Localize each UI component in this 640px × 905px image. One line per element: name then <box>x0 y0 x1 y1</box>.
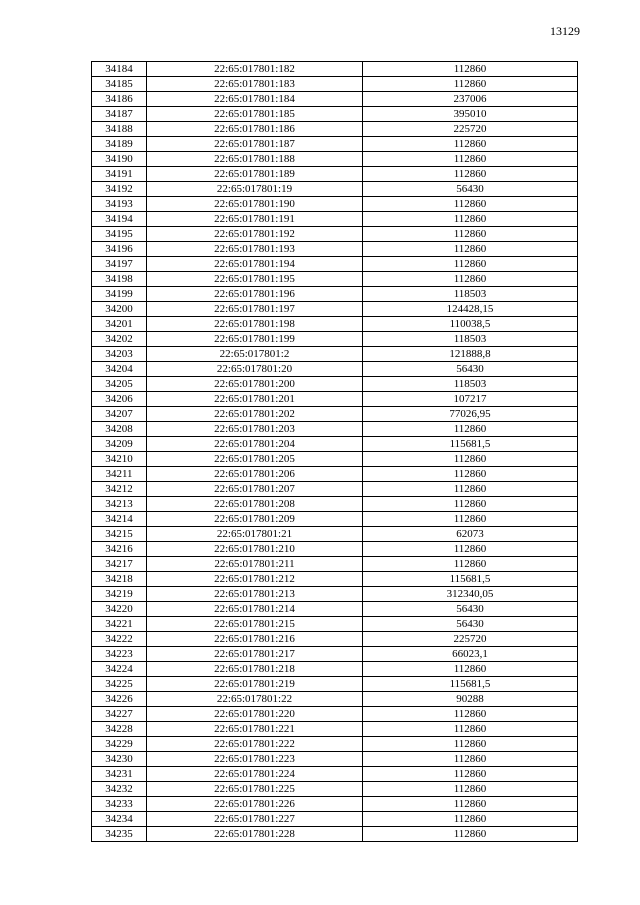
value-cell: 112860 <box>363 77 578 92</box>
row-number-cell: 34192 <box>92 182 147 197</box>
value-cell: 112860 <box>363 542 578 557</box>
table-row <box>92 707 578 722</box>
cadastral-number-cell: 22:65:017801:200 <box>147 377 363 392</box>
cadastral-number-cell: 22:65:017801:215 <box>147 617 363 632</box>
row-number-cell: 34197 <box>92 257 147 272</box>
value-cell: 90288 <box>363 692 578 707</box>
cadastral-number-cell: 22:65:017801:196 <box>147 287 363 302</box>
value-cell: 112860 <box>363 452 578 467</box>
value-cell: 66023,1 <box>363 647 578 662</box>
row-number-cell: 34190 <box>92 152 147 167</box>
cadastral-number-cell: 22:65:017801:217 <box>147 647 363 662</box>
table-row <box>92 752 578 767</box>
table-row <box>92 167 578 182</box>
table-row <box>92 242 578 257</box>
cadastral-number-cell: 22:65:017801:220 <box>147 707 363 722</box>
table-body <box>92 62 578 842</box>
cadastral-number-cell: 22:65:017801:2 <box>147 347 363 362</box>
value-cell: 225720 <box>363 632 578 647</box>
cadastral-number-cell: 22:65:017801:212 <box>147 572 363 587</box>
row-number-cell: 34225 <box>92 677 147 692</box>
row-number-cell: 34231 <box>92 767 147 782</box>
table-row <box>92 512 578 527</box>
value-cell: 110038,5 <box>363 317 578 332</box>
value-cell: 395010 <box>363 107 578 122</box>
row-number-cell: 34203 <box>92 347 147 362</box>
table-row <box>92 212 578 227</box>
table-row <box>92 77 578 92</box>
cadastral-number-cell: 22:65:017801:205 <box>147 452 363 467</box>
value-cell: 112860 <box>363 662 578 677</box>
cadastral-number-cell: 22:65:017801:207 <box>147 482 363 497</box>
value-cell: 124428,15 <box>363 302 578 317</box>
table-row <box>92 407 578 422</box>
row-number-cell: 34227 <box>92 707 147 722</box>
value-cell: 62073 <box>363 527 578 542</box>
row-number-cell: 34188 <box>92 122 147 137</box>
cadastral-number-cell: 22:65:017801:197 <box>147 302 363 317</box>
table-row <box>92 692 578 707</box>
row-number-cell: 34207 <box>92 407 147 422</box>
value-cell: 112860 <box>363 137 578 152</box>
row-number-cell: 34234 <box>92 812 147 827</box>
row-number-cell: 34193 <box>92 197 147 212</box>
cadastral-number-cell: 22:65:017801:185 <box>147 107 363 122</box>
value-cell: 112860 <box>363 482 578 497</box>
cadastral-number-cell: 22:65:017801:222 <box>147 737 363 752</box>
row-number-cell: 34204 <box>92 362 147 377</box>
table-row <box>92 137 578 152</box>
row-number-cell: 34214 <box>92 512 147 527</box>
table-row <box>92 797 578 812</box>
row-number-cell: 34201 <box>92 317 147 332</box>
row-number-cell: 34211 <box>92 467 147 482</box>
page-number: 13129 <box>550 24 580 38</box>
table-row <box>92 587 578 602</box>
row-number-cell: 34217 <box>92 557 147 572</box>
cadastral-number-cell: 22:65:017801:206 <box>147 467 363 482</box>
cadastral-number-cell: 22:65:017801:228 <box>147 827 363 842</box>
row-number-cell: 34218 <box>92 572 147 587</box>
row-number-cell: 34235 <box>92 827 147 842</box>
table-row <box>92 92 578 107</box>
row-number-cell: 34230 <box>92 752 147 767</box>
row-number-cell: 34191 <box>92 167 147 182</box>
row-number-cell: 34184 <box>92 62 147 77</box>
row-number-cell: 34228 <box>92 722 147 737</box>
cadastral-number-cell: 22:65:017801:210 <box>147 542 363 557</box>
table-row <box>92 302 578 317</box>
value-cell: 118503 <box>363 332 578 347</box>
value-cell: 112860 <box>363 812 578 827</box>
cadastral-number-cell: 22:65:017801:188 <box>147 152 363 167</box>
value-cell: 107217 <box>363 392 578 407</box>
table-row <box>92 377 578 392</box>
table-row <box>92 287 578 302</box>
value-cell: 112860 <box>363 497 578 512</box>
value-cell: 121888,8 <box>363 347 578 362</box>
row-number-cell: 34199 <box>92 287 147 302</box>
row-number-cell: 34186 <box>92 92 147 107</box>
row-number-cell: 34221 <box>92 617 147 632</box>
row-number-cell: 34220 <box>92 602 147 617</box>
value-cell: 118503 <box>363 377 578 392</box>
cadastral-number-cell: 22:65:017801:202 <box>147 407 363 422</box>
cadastral-number-cell: 22:65:017801:213 <box>147 587 363 602</box>
table-row <box>92 272 578 287</box>
value-cell: 225720 <box>363 122 578 137</box>
cadastral-number-cell: 22:65:017801:184 <box>147 92 363 107</box>
row-number-cell: 34189 <box>92 137 147 152</box>
row-number-cell: 34232 <box>92 782 147 797</box>
value-cell: 56430 <box>363 362 578 377</box>
row-number-cell: 34194 <box>92 212 147 227</box>
value-cell: 56430 <box>363 602 578 617</box>
cadastral-number-cell: 22:65:017801:218 <box>147 662 363 677</box>
value-cell: 77026,95 <box>363 407 578 422</box>
cadastral-number-cell: 22:65:017801:203 <box>147 422 363 437</box>
cadastral-number-cell: 22:65:017801:209 <box>147 512 363 527</box>
row-number-cell: 34206 <box>92 392 147 407</box>
table-row <box>92 452 578 467</box>
value-cell: 112860 <box>363 752 578 767</box>
cadastral-number-cell: 22:65:017801:199 <box>147 332 363 347</box>
table-row <box>92 422 578 437</box>
cadastral-number-cell: 22:65:017801:183 <box>147 77 363 92</box>
table-row <box>92 197 578 212</box>
cadastral-number-cell: 22:65:017801:198 <box>147 317 363 332</box>
table-row <box>92 542 578 557</box>
cadastral-number-cell: 22:65:017801:225 <box>147 782 363 797</box>
row-number-cell: 34185 <box>92 77 147 92</box>
row-number-cell: 34222 <box>92 632 147 647</box>
cadastral-number-cell: 22:65:017801:195 <box>147 272 363 287</box>
value-cell: 112860 <box>363 782 578 797</box>
row-number-cell: 34209 <box>92 437 147 452</box>
row-number-cell: 34195 <box>92 227 147 242</box>
value-cell: 112860 <box>363 797 578 812</box>
row-number-cell: 34216 <box>92 542 147 557</box>
table-row <box>92 392 578 407</box>
cadastral-number-cell: 22:65:017801:19 <box>147 182 363 197</box>
cadastral-number-cell: 22:65:017801:204 <box>147 437 363 452</box>
value-cell: 112860 <box>363 467 578 482</box>
table-row <box>92 767 578 782</box>
table-row <box>92 617 578 632</box>
table-row <box>92 602 578 617</box>
value-cell: 115681,5 <box>363 572 578 587</box>
row-number-cell: 34229 <box>92 737 147 752</box>
cadastral-value-table <box>91 61 578 842</box>
table-row <box>92 182 578 197</box>
value-cell: 112860 <box>363 707 578 722</box>
value-cell: 115681,5 <box>363 677 578 692</box>
value-cell: 112860 <box>363 62 578 77</box>
cadastral-number-cell: 22:65:017801:224 <box>147 767 363 782</box>
row-number-cell: 34213 <box>92 497 147 512</box>
cadastral-number-cell: 22:65:017801:191 <box>147 212 363 227</box>
value-cell: 112860 <box>363 167 578 182</box>
value-cell: 118503 <box>363 287 578 302</box>
value-cell: 237006 <box>363 92 578 107</box>
value-cell: 115681,5 <box>363 437 578 452</box>
row-number-cell: 34233 <box>92 797 147 812</box>
row-number-cell: 34219 <box>92 587 147 602</box>
cadastral-number-cell: 22:65:017801:214 <box>147 602 363 617</box>
value-cell: 112860 <box>363 152 578 167</box>
value-cell: 112860 <box>363 227 578 242</box>
cadastral-number-cell: 22:65:017801:219 <box>147 677 363 692</box>
cadastral-number-cell: 22:65:017801:20 <box>147 362 363 377</box>
value-cell: 312340,05 <box>363 587 578 602</box>
row-number-cell: 34208 <box>92 422 147 437</box>
table-row <box>92 662 578 677</box>
table-row <box>92 782 578 797</box>
row-number-cell: 34215 <box>92 527 147 542</box>
table-row <box>92 527 578 542</box>
table-row <box>92 482 578 497</box>
table-row <box>92 722 578 737</box>
row-number-cell: 34205 <box>92 377 147 392</box>
cadastral-number-cell: 22:65:017801:216 <box>147 632 363 647</box>
row-number-cell: 34212 <box>92 482 147 497</box>
table-row <box>92 677 578 692</box>
table-row <box>92 557 578 572</box>
cadastral-number-cell: 22:65:017801:189 <box>147 167 363 182</box>
row-number-cell: 34226 <box>92 692 147 707</box>
table-row <box>92 62 578 77</box>
table-row <box>92 572 578 587</box>
value-cell: 112860 <box>363 737 578 752</box>
cadastral-number-cell: 22:65:017801:192 <box>147 227 363 242</box>
value-cell: 112860 <box>363 197 578 212</box>
cadastral-number-cell: 22:65:017801:221 <box>147 722 363 737</box>
value-cell: 112860 <box>363 767 578 782</box>
table-row <box>92 497 578 512</box>
table-row <box>92 647 578 662</box>
table-row <box>92 152 578 167</box>
table-row <box>92 362 578 377</box>
table-row <box>92 107 578 122</box>
table-row <box>92 347 578 362</box>
cadastral-number-cell: 22:65:017801:193 <box>147 242 363 257</box>
value-cell: 112860 <box>363 212 578 227</box>
cadastral-number-cell: 22:65:017801:187 <box>147 137 363 152</box>
value-cell: 112860 <box>363 827 578 842</box>
cadastral-number-cell: 22:65:017801:211 <box>147 557 363 572</box>
row-number-cell: 34210 <box>92 452 147 467</box>
value-cell: 112860 <box>363 512 578 527</box>
value-cell: 112860 <box>363 722 578 737</box>
row-number-cell: 34198 <box>92 272 147 287</box>
value-cell: 112860 <box>363 272 578 287</box>
value-cell: 112860 <box>363 422 578 437</box>
table-row <box>92 467 578 482</box>
cadastral-number-cell: 22:65:017801:186 <box>147 122 363 137</box>
table-row <box>92 632 578 647</box>
table-row <box>92 227 578 242</box>
cadastral-number-cell: 22:65:017801:227 <box>147 812 363 827</box>
table-row <box>92 437 578 452</box>
table-row <box>92 332 578 347</box>
row-number-cell: 34187 <box>92 107 147 122</box>
value-cell: 56430 <box>363 182 578 197</box>
cadastral-number-cell: 22:65:017801:223 <box>147 752 363 767</box>
row-number-cell: 34202 <box>92 332 147 347</box>
cadastral-number-cell: 22:65:017801:226 <box>147 797 363 812</box>
table-row <box>92 317 578 332</box>
value-cell: 112860 <box>363 257 578 272</box>
cadastral-number-cell: 22:65:017801:194 <box>147 257 363 272</box>
cadastral-number-cell: 22:65:017801:201 <box>147 392 363 407</box>
cadastral-number-cell: 22:65:017801:208 <box>147 497 363 512</box>
table-row <box>92 122 578 137</box>
row-number-cell: 34223 <box>92 647 147 662</box>
row-number-cell: 34224 <box>92 662 147 677</box>
value-cell: 112860 <box>363 242 578 257</box>
row-number-cell: 34200 <box>92 302 147 317</box>
value-cell: 112860 <box>363 557 578 572</box>
table-row <box>92 737 578 752</box>
table-row <box>92 812 578 827</box>
cadastral-number-cell: 22:65:017801:22 <box>147 692 363 707</box>
cadastral-number-cell: 22:65:017801:21 <box>147 527 363 542</box>
cadastral-number-cell: 22:65:017801:182 <box>147 62 363 77</box>
table-row <box>92 827 578 842</box>
row-number-cell: 34196 <box>92 242 147 257</box>
value-cell: 56430 <box>363 617 578 632</box>
cadastral-number-cell: 22:65:017801:190 <box>147 197 363 212</box>
table-row <box>92 257 578 272</box>
